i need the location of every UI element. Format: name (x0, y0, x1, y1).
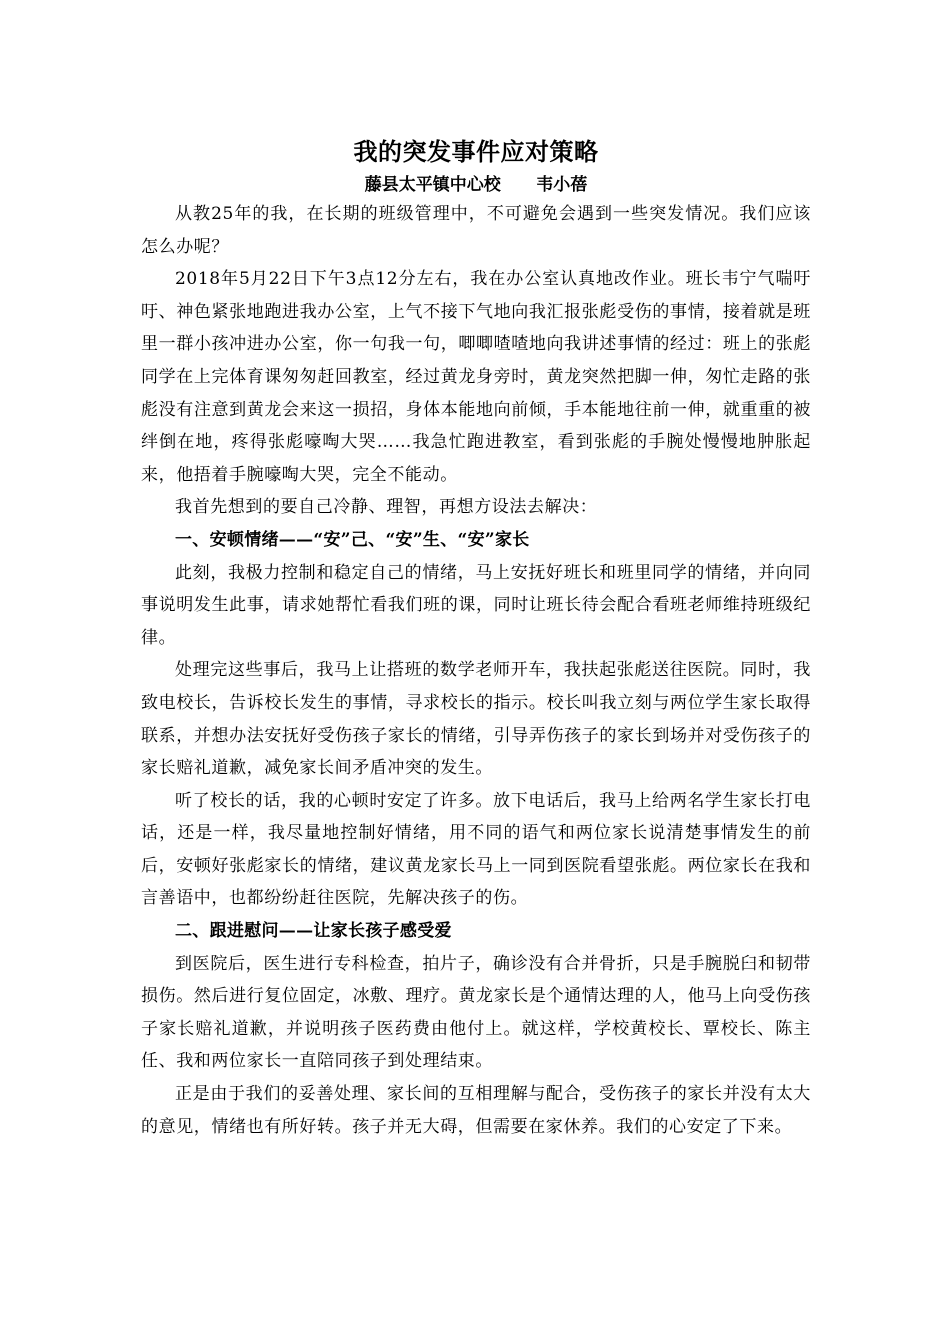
section-heading-2: 二、跟进慰问——让家长孩子感受爱 (175, 921, 452, 942)
paragraph-intro: 从教25年的我，在长期的班级管理中，不可避免会遇到一些突发情况。我们应该怎么办呢？ (141, 204, 811, 257)
paragraph-parents-call: 听了校长的话，我的心顿时安定了许多。放下电话后，我马上给两名学生家长打电话，还是一样，我尽量地控制好情绪，用不同的语气和两位家长说清楚事情发生的前后，安顿好张彪家长的情绪，建议黄龙家长马上一同到医院看望张彪。两位家长在我和言善语中，也都纷纷赶往医院，先解决孩子的伤。 (141, 790, 811, 909)
paragraph-conclusion: 正是由于我们的妥善处理、家长间的互相理解与配合，受伤孩子的家长并没有太大的意见，情绪也有所好转。孩子并无大碍，但需要在家休养。我们的心安定了下来。 (141, 1084, 811, 1137)
paragraph-hospital: 处理完这些事后，我马上让搭班的数学老师开车，我扶起张彪送往医院。同时，我致电校长，告诉校长发生的事情，寻求校长的指示。校长叫我立刻与两位学生家长取得联系，并想办法安抚好受伤孩子家长的情绪，引导弄伤孩子的家长到场并对受伤孩子的家长赔礼道歉，减免家长间矛盾冲突的发生。 (141, 660, 811, 779)
document-title: 我的突发事件应对策略 (353, 137, 599, 166)
paragraph-incident: 2018年5月22日下午3点12分左右，我在办公室认真地改作业。班长韦宁气喘吁吁、神色紧张地跑进我办公室，上气不接下气地向我汇报张彪受伤的事情，接着就是班里一群小孩冲进办公室，你一句我一句，唧唧喳喳地向我讲述事情的经过：班上的张彪同学在上完体育课匆匆赶回教室，经过黄龙身旁时，黄龙突然把脚一伸，匆忙走路的张彪没有注意到黄龙会来这一损招，身体本能地向前倾，手本能地往前一伸，就重重的被绊倒在地，疼得张彪嚎啕大哭……我急忙跑进教室，看到张彪的手腕处慢慢地肿胀起来，他捂着手腕嚎啕大哭，完全不能动。 (141, 269, 811, 485)
paragraph-diagnosis: 到医院后，医生进行专科检查，拍片子，确诊没有合并骨折，只是手腕脱臼和韧带损伤。然后进行复位固定，冰敷、理疗。黄龙家长是个通情达理的人，他马上向受伤孩子家长赔礼道歉，并说明孩子医药费由他付上。就这样，学校黄校长、覃校长、陈主任、我和两位家长一直陪同孩子到处理结束。 (141, 953, 811, 1072)
author-line: 藤县太平镇中心校 韦小蓓 (364, 175, 588, 195)
paragraph-calm: 此刻，我极力控制和稳定自己的情绪，马上安抚好班长和班里同学的情绪，并向同事说明发生此事，请求她帮忙看我们班的课，同时让班长待会配合看班老师维持班级纪律。 (141, 562, 811, 648)
section-heading-1: 一、安顿情绪——“安”己、“安”生、“安”家长 (175, 529, 530, 550)
paragraph-first-thought: 我首先想到的要自己冷静、理智，再想方设法去解决： (175, 497, 598, 518)
document-page (141, 132, 811, 1143)
